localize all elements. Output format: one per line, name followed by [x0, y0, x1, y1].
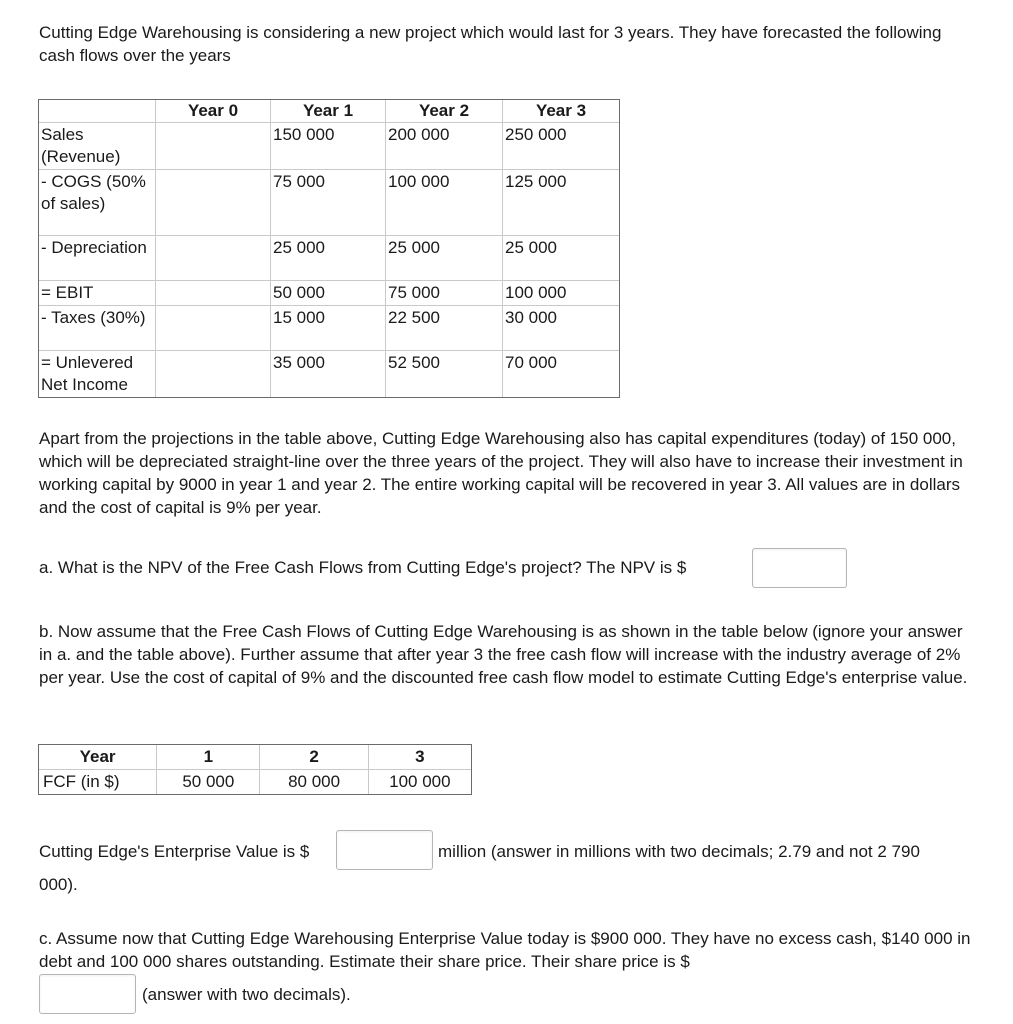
row-label: FCF (in $) [39, 770, 157, 795]
cell: 25 000 [271, 236, 386, 281]
cell: 75 000 [386, 281, 503, 306]
cell: 70 000 [503, 351, 620, 398]
cell: 100 000 [386, 170, 503, 236]
cell: 25 000 [503, 236, 620, 281]
header-cell: Year [39, 745, 157, 770]
header-cell: 3 [368, 745, 471, 770]
question-b-text: b. Now assume that the Free Cash Flows of Cutting Edge Warehousing is as shown in the table below (ignore your answer in a. and the table above). Further assume that after year 3 the free cash flow will increase with the industry average of 2% per year. Use the cost of capital of 9% and the discounted free cash flow model to estimate Cutting Edge's enterprise value. [39, 622, 968, 687]
table-row [39, 123, 620, 170]
cell [156, 123, 271, 170]
cell: 100 000 [503, 281, 620, 306]
row-label: Sales (Revenue) [39, 123, 156, 170]
intro-paragraph: Cutting Edge Warehousing is considering a new project which would last for 3 years. They have forecasted the following cash flows over the years [39, 23, 942, 65]
header-cell [39, 100, 156, 123]
enterprise-value-prompt: Cutting Edge's Enterprise Value is $ [39, 842, 310, 861]
fcf-table [38, 744, 472, 795]
header-cell: Year 1 [271, 100, 386, 123]
question-a [39, 556, 686, 579]
table-row [39, 351, 620, 398]
question-c-text: c. Assume now that Cutting Edge Warehousing Enterprise Value today is $900 000. They have no excess cash, $140 000 in debt and 100 000 shares outstanding. Estimate their share price. Their share price is $ [39, 929, 971, 971]
row-label: = Unlevered Net Income [39, 351, 156, 398]
cell: 150 000 [271, 123, 386, 170]
cell: 22 500 [386, 306, 503, 351]
share-price-hint: (answer with two decimals). [142, 985, 351, 1004]
table-row [39, 281, 620, 306]
npv-answer-input[interactable] [752, 548, 847, 588]
row-label: - COGS (50% of sales) [39, 170, 156, 236]
header-cell: 2 [260, 745, 368, 770]
assumptions-paragraph: Apart from the projections in the table above, Cutting Edge Warehousing also has capital expenditures (today) of 150 000, which will be depreciated straight-line over the three years of the project. They will also have to increase their investment in working capital by 9000 in year 1 and year 2. The entire working capital will be recovered in year 3. All values are in dollars and the cost of capital is 9% per year. [39, 429, 963, 517]
header-cell: 1 [157, 745, 260, 770]
enterprise-value-hint: million (answer in millions with two decimals; 2.79 and not 2 790 [438, 842, 920, 861]
enterprise-value-input[interactable] [336, 830, 433, 870]
cell [156, 236, 271, 281]
cell: 100 000 [368, 770, 471, 795]
cell: 30 000 [503, 306, 620, 351]
question-a-text: a. What is the NPV of the Free Cash Flows from Cutting Edge's project? The NPV is $ [39, 558, 687, 577]
cell [156, 351, 271, 398]
cell: 50 000 [271, 281, 386, 306]
cell [156, 281, 271, 306]
cell: 250 000 [503, 123, 620, 170]
cell [156, 170, 271, 236]
cell: 52 500 [386, 351, 503, 398]
cell: 25 000 [386, 236, 503, 281]
table-header-row [39, 745, 472, 770]
header-cell: Year 0 [156, 100, 271, 123]
table-row [39, 770, 472, 795]
row-label: = EBIT [39, 281, 156, 306]
table-row [39, 236, 620, 281]
share-price-input[interactable] [39, 974, 136, 1014]
cell: 15 000 [271, 306, 386, 351]
cell: 35 000 [271, 351, 386, 398]
cell: 80 000 [260, 770, 368, 795]
header-cell: Year 3 [503, 100, 620, 123]
cell: 50 000 [157, 770, 260, 795]
header-cell: Year 2 [386, 100, 503, 123]
table-row [39, 170, 620, 236]
cash-flow-table [38, 99, 620, 398]
row-label: - Taxes (30%) [39, 306, 156, 351]
row-label: - Depreciation [39, 236, 156, 281]
cell [156, 306, 271, 351]
enterprise-value-hint-wrap: 000). [39, 875, 78, 894]
cell: 200 000 [386, 123, 503, 170]
table-row [39, 306, 620, 351]
table-header-row [39, 100, 620, 123]
cell: 125 000 [503, 170, 620, 236]
cell: 75 000 [271, 170, 386, 236]
